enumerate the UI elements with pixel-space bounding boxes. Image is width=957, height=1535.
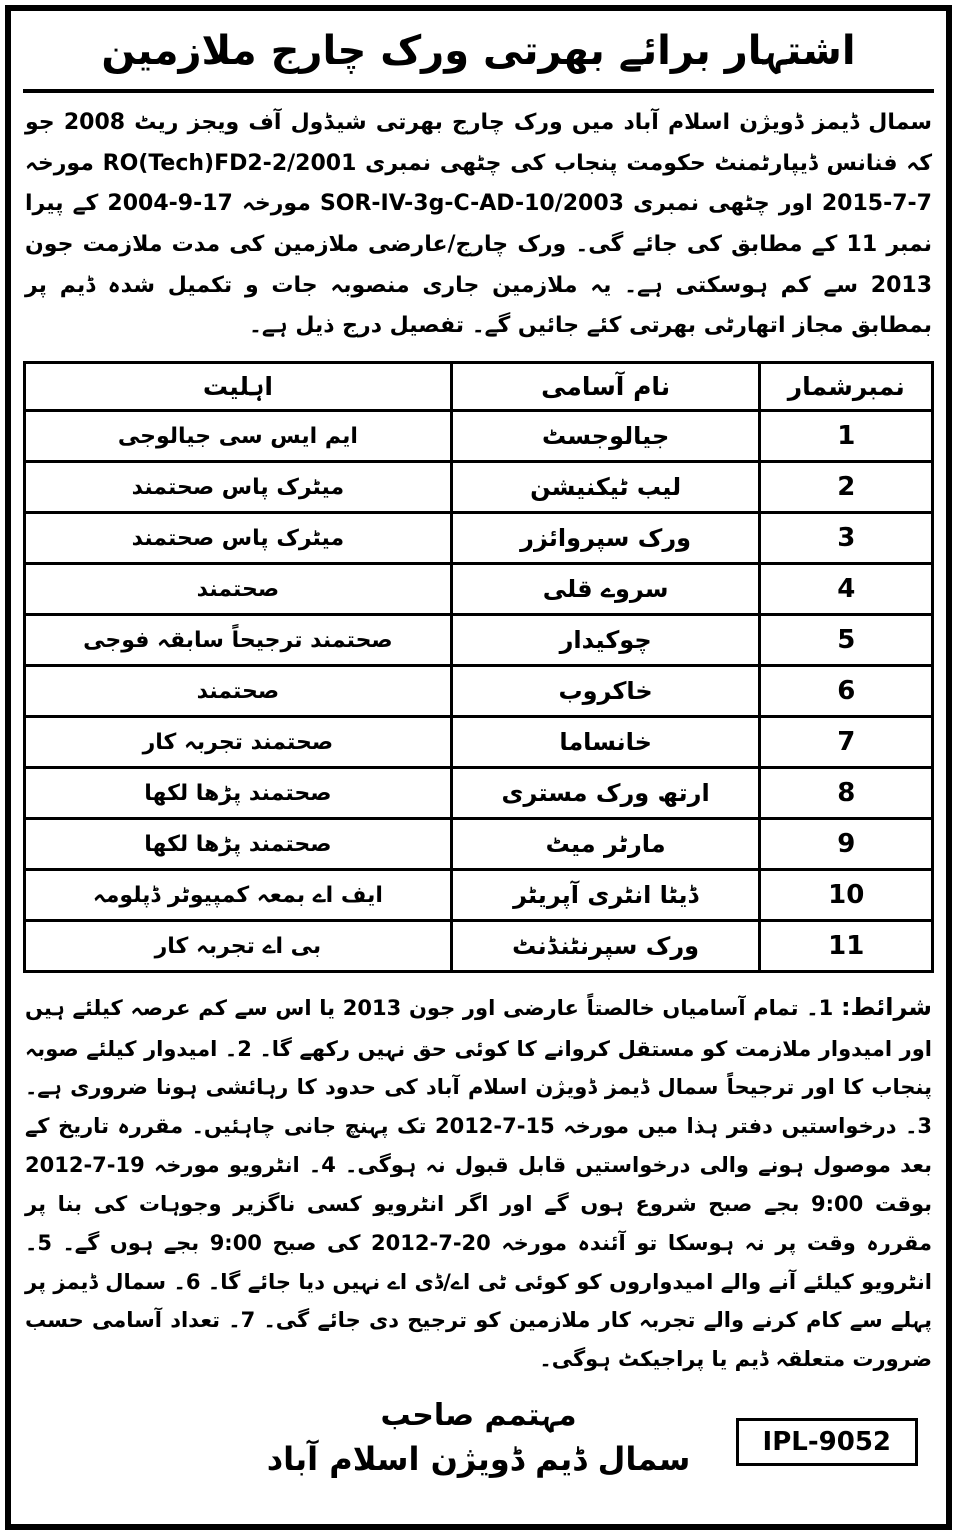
cell-serial: 1 <box>760 411 933 462</box>
cell-eligibility: صحتمند پڑھا لکھا <box>25 768 452 819</box>
cell-eligibility: میٹرک پاس صحتمند <box>25 513 452 564</box>
table-row <box>25 666 933 717</box>
table-row <box>25 717 933 768</box>
cell-eligibility: صحتمند <box>25 666 452 717</box>
header-serial: نمبرشمار <box>760 363 933 411</box>
ad-frame <box>5 5 952 1530</box>
terms-label: شرائط: <box>840 993 933 1022</box>
cell-post: ورک سپروائزر <box>451 513 760 564</box>
cell-post: ارتھ ورک مستری <box>451 768 760 819</box>
table-header-row <box>25 363 933 411</box>
cell-serial: 9 <box>760 819 933 870</box>
terms-paragraph <box>23 973 934 1385</box>
header-eligibility: اہلیت <box>25 363 452 411</box>
cell-post: خاکروب <box>451 666 760 717</box>
cell-serial: 10 <box>760 870 933 921</box>
terms-text: 1۔ تمام آسامیاں خالصتاً عارضی اور جون 2013 یا اس سے کم عرصہ کیلئے ہیں اور امیدوار ملازمت کو مستقل کروانے کا کوئی حق نہیں رکھے گا۔ 2۔ امیدوار کیلئے صوبہ پنجاب کا اور ترجیحاً سمال ڈیمز ڈویژن اسلام آباد کی حدود کا رہائشی ہونا ضروری ہے۔ 3۔ درخواستیں دفتر ہذا میں مورخہ 15-7-2012 تک پہنچ جانی چاہئیں۔ مقررہ تاریخ کے بعد موصول ہونے والی درخواستیں قابل قبول نہ ہوگی۔ 4۔ انٹرویو مورخہ 19-7-2012 بوقت 9:00 بجے صبح شروع ہوں گے اور اگر انٹرویو کسی ناگزیر وجوہات کی بنا پر مقررہ وقت پر نہ ہوسکا تو آئندہ مورخہ 20-7-2012 کی صبح 9:00 بجے ہوں گے۔ 5۔ انٹرویو کیلئے آنے والے امیدواروں کو کوئی ٹی اے/ڈی اے نہیں دیا جائے گا۔ 6۔ سمال ڈیمز پر پہلے سے کام کرنے والے تجربہ کار ملازمین کو ترجیح دی جائے گی۔ 7۔ تعداد آسامی حسب ضرورت متعلقہ ڈیم یا پراجیکٹ ہوگی۔ <box>25 996 932 1372</box>
cell-post: ورک سپرنٹنڈنٹ <box>451 921 760 972</box>
intro-paragraph: سمال ڈیمز ڈویژن اسلام آباد میں ورک چارج بھرتی شیڈول آف ویجز ریٹ 2008 جو کہ فنانس ڈیپارٹمنٹ حکومت پنجاب کی چٹھی نمبری RO(Tech)FD2-2/2001 مورخہ 7-7-2015 اور چٹھی نمبری SOR-IV-3g-C-AD-10/2003 مورخہ 17-9-2004 کے پیرا نمبر 11 کے مطابق کی جائے گی۔ ورک چارج/عارضی ملازمین کی مدت ملازمت جون 2013 سے کم ہوسکتی ہے۔ یہ ملازمین جاری منصوبہ جات و تکمیل شدہ ڈیم پر بمطابق مجاز اتھارٹی بھرتی کئے جائیں گے۔ تفصیل درج ذیل ہے۔ <box>25 110 932 339</box>
cell-eligibility: ایم ایس سی جیالوجی <box>25 411 452 462</box>
table-row <box>25 513 933 564</box>
cell-eligibility: ایف اے بمعہ کمپیوٹر ڈپلومہ <box>25 870 452 921</box>
cell-eligibility: صحتمند <box>25 564 452 615</box>
table-row <box>25 411 933 462</box>
signature-title: مہتمم صاحب <box>380 1398 577 1434</box>
cell-eligibility: صحتمند پڑھا لکھا <box>25 819 452 870</box>
cell-serial: 5 <box>760 615 933 666</box>
cell-serial: 2 <box>760 462 933 513</box>
cell-post: سروے قلی <box>451 564 760 615</box>
signature-office: سمال ڈیم ڈویژن اسلام آباد <box>266 1440 691 1479</box>
cell-eligibility: صحتمند ترجیحاً سابقہ فوجی <box>25 615 452 666</box>
table-row <box>25 768 933 819</box>
table-row <box>25 462 933 513</box>
signature-block <box>23 1385 934 1482</box>
cell-eligibility: میٹرک پاس صحتمند <box>25 462 452 513</box>
ref-number-box <box>736 1418 918 1466</box>
cell-post: چوکیدار <box>451 615 760 666</box>
header-post: نام آسامی <box>451 363 760 411</box>
table-row <box>25 870 933 921</box>
jobs-table <box>23 361 934 973</box>
cell-post: جیالوجسٹ <box>451 411 760 462</box>
table-row <box>25 921 933 972</box>
table-row <box>25 615 933 666</box>
table-row <box>25 819 933 870</box>
cell-eligibility: صحتمند تجربہ کار <box>25 717 452 768</box>
cell-serial: 8 <box>760 768 933 819</box>
cell-post: ڈیٹا انٹری آپریٹر <box>451 870 760 921</box>
ad-title: اشتہار برائے بھرتی ورک چارج ملازمین <box>23 15 934 93</box>
cell-post: مارٹر میٹ <box>451 819 760 870</box>
cell-post: خانساما <box>451 717 760 768</box>
cell-post: لیب ٹیکنیشن <box>451 462 760 513</box>
cell-serial: 3 <box>760 513 933 564</box>
cell-serial: 6 <box>760 666 933 717</box>
cell-serial: 7 <box>760 717 933 768</box>
cell-serial: 11 <box>760 921 933 972</box>
cell-serial: 4 <box>760 564 933 615</box>
ref-number: IPL-9052 <box>762 1426 891 1457</box>
table-row <box>25 564 933 615</box>
cell-eligibility: بی اے تجربہ کار <box>25 921 452 972</box>
